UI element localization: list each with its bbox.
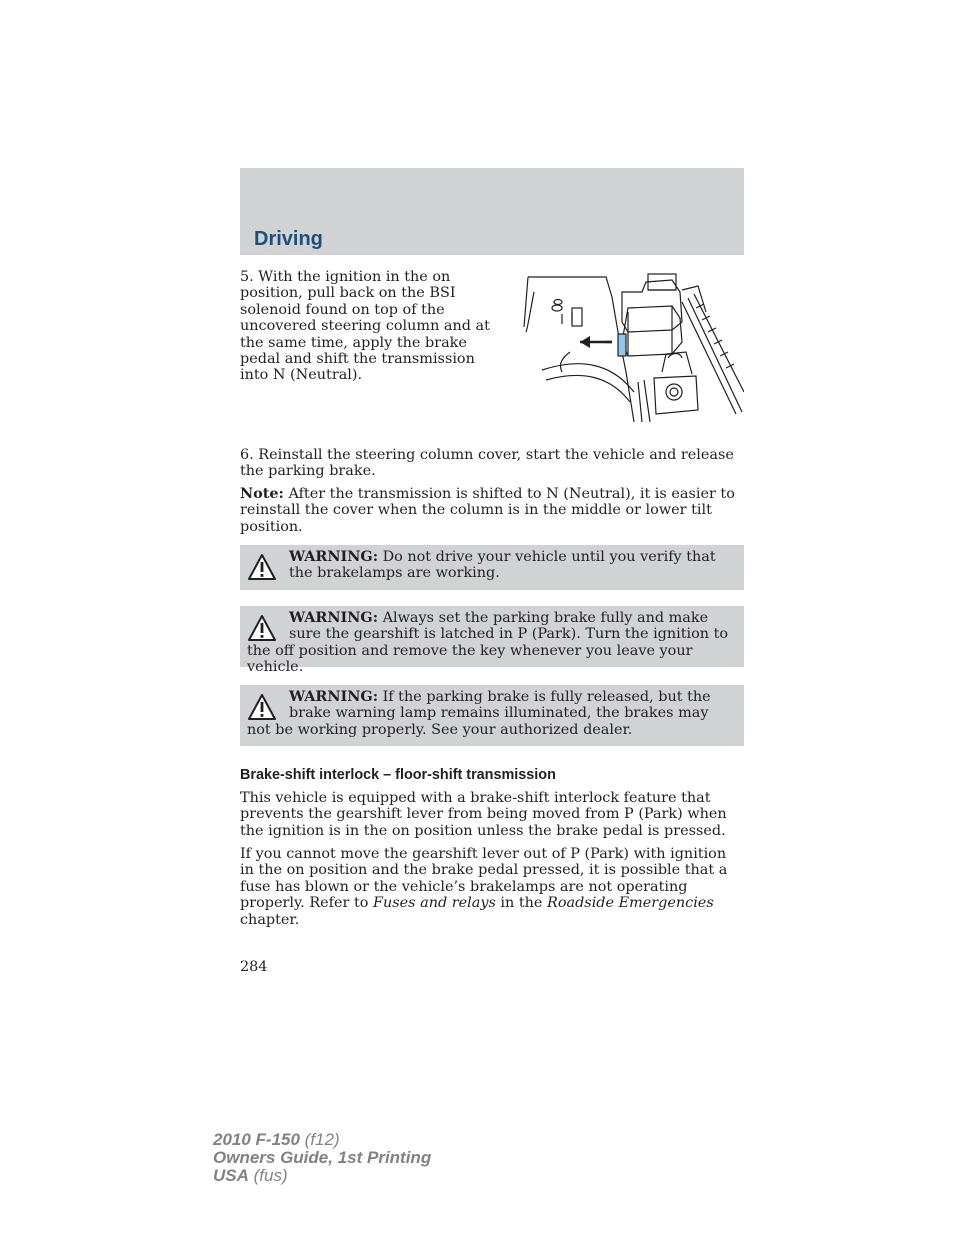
paragraph-text: in the bbox=[495, 895, 548, 912]
note-label: Note: bbox=[240, 485, 284, 502]
warning-label: WARNING: bbox=[289, 609, 379, 626]
paragraph-text: If you cannot move the gearshift lever out of P (Park) with ignition in the on position and the brake pedal pressed, it is possible that a fuse has blown or the vehicle’s brakelamps are not operating properly. Refer to bbox=[240, 846, 728, 912]
warning-text: If the parking brake is fully released, but the brake warning lamp remains illuminated, the brakes may not be working properly. See your authorized dealer. bbox=[247, 689, 711, 738]
paragraph-text: chapter. bbox=[240, 911, 300, 928]
warning-label: WARNING: bbox=[289, 688, 379, 705]
footer-line-3 bbox=[213, 1167, 431, 1185]
interlock-paragraph-2 bbox=[240, 846, 744, 928]
warning-text: Always set the parking brake fully and make sure the gearshift is latched in P (Park). Turn the ignition to the off position and remove the key whenever you leave your vehicle. bbox=[247, 610, 729, 676]
footer-line-1 bbox=[213, 1131, 431, 1149]
roadside-emergencies-reference: Roadside Emergencies bbox=[547, 895, 714, 912]
page-number: 284 bbox=[240, 959, 268, 975]
bsi-solenoid-illustration bbox=[522, 272, 744, 430]
footer-region: USA bbox=[213, 1166, 249, 1185]
footer-model: 2010 F-150 bbox=[213, 1130, 300, 1149]
interlock-paragraph-1: This vehicle is equipped with a brake-shift interlock feature that prevents the gearshift lever from being moved from P (Park) when the ignition is in the on position unless the brake pedal is pressed. bbox=[240, 790, 727, 839]
note-text: After the transmission is shifted to N (Neutral), it is easier to reinstall the cover when the column is in the middle or lower tilt position. bbox=[240, 486, 735, 535]
section-title: Driving bbox=[254, 228, 323, 250]
note-paragraph bbox=[240, 486, 744, 535]
warning-triangle-icon bbox=[247, 614, 277, 642]
document-footer bbox=[213, 1131, 431, 1185]
warning-box-3 bbox=[240, 685, 744, 746]
step-6-text: 6. Reinstall the steering column cover, start the vehicle and release the parking brake. bbox=[240, 447, 734, 480]
warning-label: WARNING: bbox=[289, 548, 379, 565]
warning-box-1 bbox=[240, 545, 744, 590]
footer-region-code: (fus) bbox=[248, 1166, 288, 1185]
fuses-and-relays-reference: Fuses and relays bbox=[373, 895, 496, 912]
section-heading: Brake-shift interlock – floor-shift transmission bbox=[240, 767, 556, 783]
warning-triangle-icon bbox=[247, 553, 277, 581]
footer-model-code: (f12) bbox=[299, 1130, 340, 1149]
step-5-text: 5. With the ignition in the on position, pull back on the BSI solenoid found on top of the uncovered steering column and at the same time, apply the brake pedal and shift the transmission into N (Neutral). bbox=[240, 269, 490, 384]
warning-box-2 bbox=[240, 606, 744, 676]
warning-text: Do not drive your vehicle until you verify that the brakelamps are working. bbox=[289, 549, 716, 582]
warning-triangle-icon bbox=[247, 693, 277, 721]
section-header bbox=[240, 168, 744, 255]
footer-line-2: Owners Guide, 1st Printing bbox=[213, 1148, 432, 1167]
